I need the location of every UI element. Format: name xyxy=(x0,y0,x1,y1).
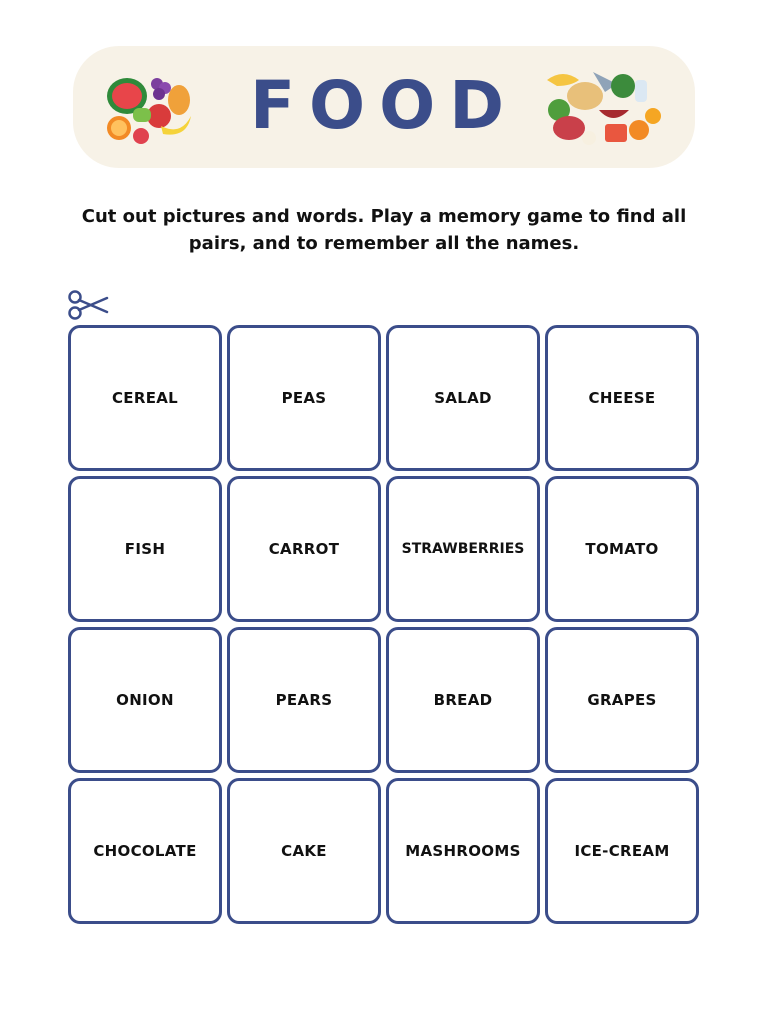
card-label: PEAS xyxy=(281,389,327,407)
page-title: FOOD xyxy=(249,67,519,144)
card-fish xyxy=(68,476,222,622)
card-label: CHOCOLATE xyxy=(93,842,197,860)
card-label: STRAWBERRIES xyxy=(401,541,525,557)
card-label: MASHROOMS xyxy=(405,842,521,860)
card-onion xyxy=(68,627,222,773)
card-label: SALAD xyxy=(434,389,492,407)
card-ice-cream xyxy=(545,778,699,924)
card-cheese xyxy=(545,325,699,471)
card-label: PEARS xyxy=(275,691,333,709)
groceries-pile-icon xyxy=(543,66,667,148)
card-strawberries xyxy=(386,476,540,622)
card-mashrooms xyxy=(386,778,540,924)
card-label: ICE-CREAM xyxy=(574,842,670,860)
card-grid xyxy=(68,325,700,923)
card-peas xyxy=(227,325,381,471)
card-label: CEREAL xyxy=(111,389,179,407)
card-chocolate xyxy=(68,778,222,924)
card-cake xyxy=(227,778,381,924)
card-label: TOMATO xyxy=(585,540,659,558)
title-banner xyxy=(73,46,695,168)
card-tomato xyxy=(545,476,699,622)
card-bread xyxy=(386,627,540,773)
card-label: FISH xyxy=(124,540,166,558)
card-grapes xyxy=(545,627,699,773)
card-label: BREAD xyxy=(433,691,493,709)
card-salad xyxy=(386,325,540,471)
card-carrot xyxy=(227,476,381,622)
card-label: CARROT xyxy=(268,540,340,558)
card-cereal xyxy=(68,325,222,471)
card-label: ONION xyxy=(116,691,174,709)
card-label: CHEESE xyxy=(588,389,656,407)
card-label: CAKE xyxy=(281,842,327,860)
scissors-icon xyxy=(67,289,109,321)
card-label: GRAPES xyxy=(587,691,657,709)
card-pears xyxy=(227,627,381,773)
instructions-text: Cut out pictures and words. Play a memory game to find all pairs, and to remember all the names. xyxy=(81,206,687,254)
